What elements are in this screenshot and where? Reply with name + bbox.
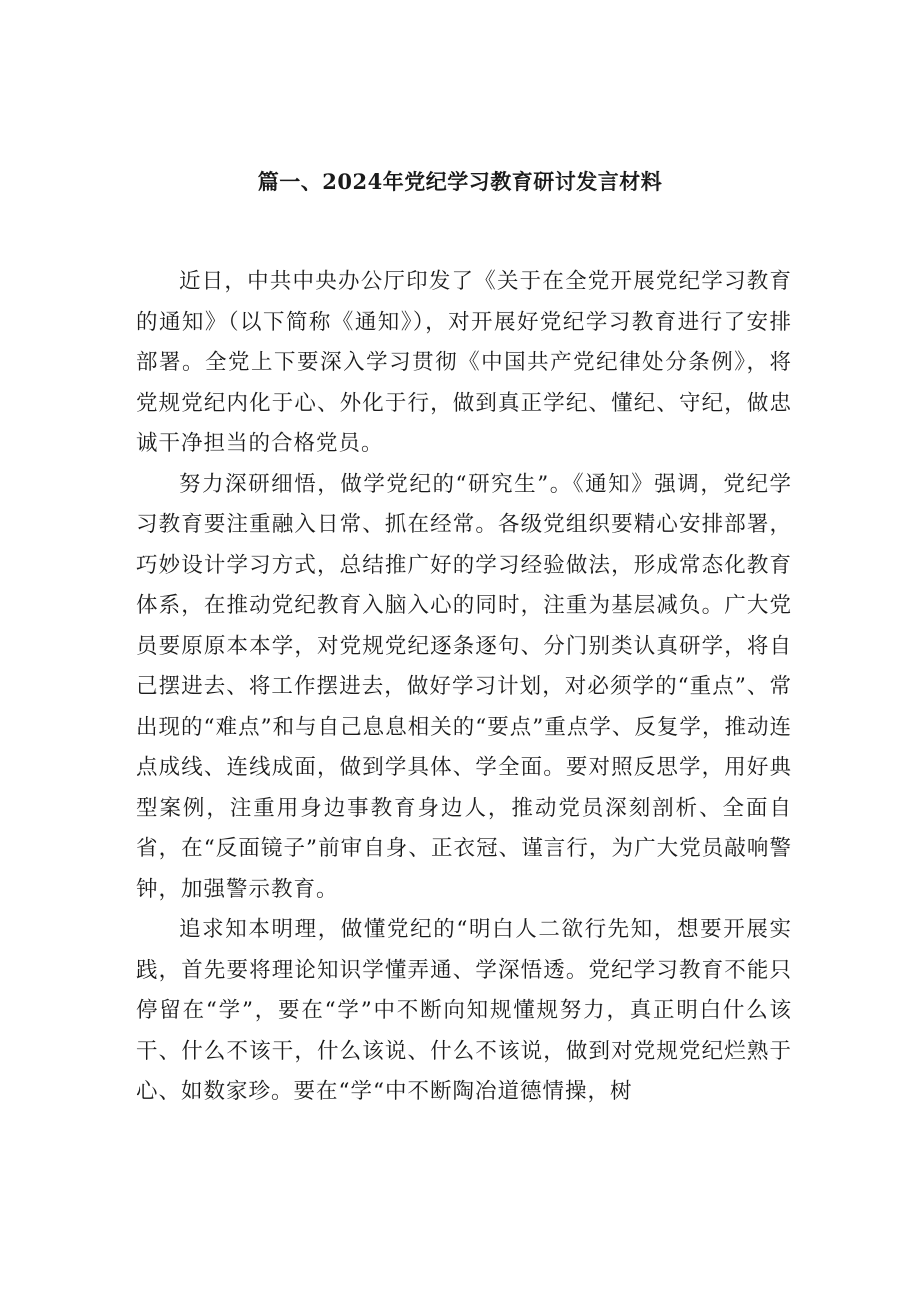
document-title: 篇一、2024年党纪学习教育研讨发言材料	[257, 169, 663, 194]
paragraph-understand: 追求知本明理，做懂党纪的“明白人二欲行先知，想要开展实践，首先要将理论知识学懂弄通、学深悟透。党纪学习教育不能只停留在“学”，要在“学”中不断向知规懂规努力，真正明白什么该干、什么不该干，什么该说、什么不该说，做到对党规党纪烂熟于心、如数家珍。要在“学“中不断陶冶道德情操，树	[136, 917, 792, 1104]
paragraph-intro: 近日，中共中央办公厅印发了《关于在全党开展党纪学习教育的通知》（以下简称《通知》），对开展好党纪学习教育进行了安排部署。全党上下要深入学习贯彻《中国共产党纪律处分条例》，将党规党纪内化于心、外化于行，做到真正学纪、懂纪、守纪，做忠诚干净担当的合格党员。	[136, 269, 792, 456]
document-body	[136, 262, 792, 1113]
paragraph-study: 努力深研细悟，做学党纪的“研究生”。《通知》强调，党纪学习教育要注重融入日常、抓在经常。各级党组织要精心安排部署，巧妙设计学习方式，总结推广好的学习经验做法，形成常态化教育体系，在推动党纪教育入脑入心的同时，注重为基层减负。广大党员要原原本本学，对党规党纪逐条逐句、分门别类认真研学，将自己摆进去、将工作摆进去，做好学习计划，对必须学的“重点”、常出现的“难点”和与自己息息相关的“要点”重点学、反复学，推动连点成线、连线成面，做到学具体、学全面。要对照反思学，用好典型案例，注重用身边事教育身边人，推动党员深刻剖析、全面自省，在“反面镜子”前审自身、正衣冠、谨言行，为广大党员敲响警钟，加强警示教育。	[136, 471, 792, 902]
